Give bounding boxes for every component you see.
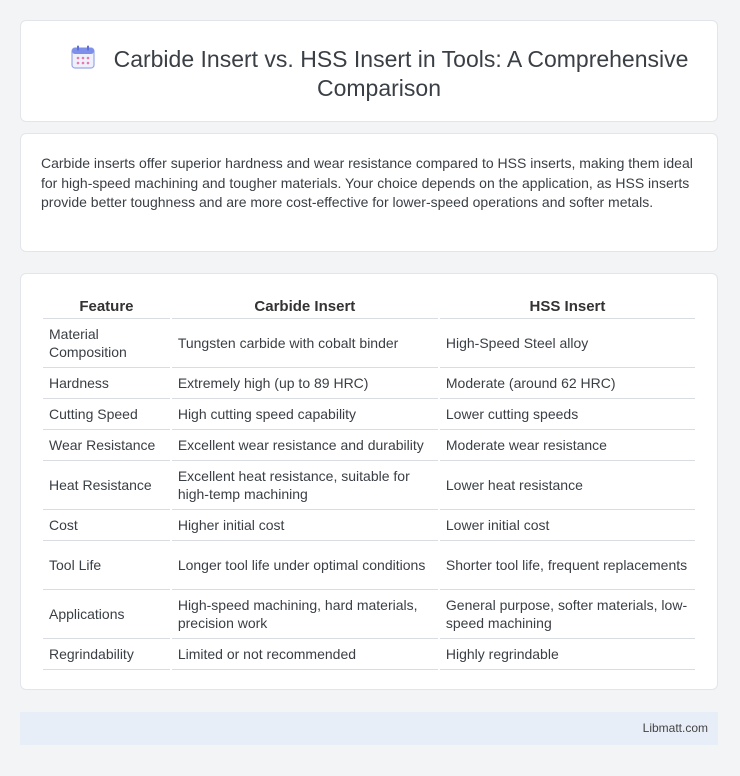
hss-cell: Lower initial cost: [440, 510, 695, 541]
carbide-cell: Tungsten carbide with cobalt binder: [172, 319, 438, 368]
feature-cell: Wear Resistance: [43, 430, 170, 461]
table-row: [43, 430, 695, 461]
carbide-cell: Excellent heat resistance, suitable for high-temp machining: [172, 461, 438, 510]
hss-cell: Moderate (around 62 HRC): [440, 368, 695, 399]
carbide-cell: Extremely high (up to 89 HRC): [172, 368, 438, 399]
table-header-row: [43, 294, 695, 319]
page-title-wrap: [61, 44, 697, 103]
table-row: [43, 319, 695, 368]
table-row: [43, 639, 695, 670]
feature-cell: Applications: [43, 590, 170, 639]
table-row: [43, 461, 695, 510]
carbide-cell: High-speed machining, hard materials, precision work: [172, 590, 438, 639]
table-row: [43, 541, 695, 590]
feature-cell: Tool Life: [43, 541, 170, 590]
carbide-cell: Excellent wear resistance and durability: [172, 430, 438, 461]
hss-cell: General purpose, softer materials, low-speed machining: [440, 590, 695, 639]
hss-cell: Lower cutting speeds: [440, 399, 695, 430]
hss-cell: Moderate wear resistance: [440, 430, 695, 461]
table-row: [43, 510, 695, 541]
carbide-cell: Limited or not recommended: [172, 639, 438, 670]
comparison-table-card: [20, 273, 718, 690]
footer-brand-link[interactable]: Libmatt.com: [642, 721, 708, 735]
page-title: Carbide Insert vs. HSS Insert in Tools: A Comprehensive Comparison: [113, 46, 689, 101]
feature-cell: Regrindability: [43, 639, 170, 670]
carbide-cell: Longer tool life under optimal conditions: [172, 541, 438, 590]
feature-cell: Hardness: [43, 368, 170, 399]
hss-cell: High-Speed Steel alloy: [440, 319, 695, 368]
table-row: [43, 590, 695, 639]
comparison-table: [41, 294, 697, 670]
hss-cell: Shorter tool life, frequent replacements: [440, 541, 695, 590]
hss-cell: Highly regrindable: [440, 639, 695, 670]
table-row: [43, 399, 695, 430]
calendar-icon: [70, 44, 96, 70]
title-card: [20, 20, 718, 122]
feature-cell: Cost: [43, 510, 170, 541]
summary-card: [20, 133, 718, 252]
feature-cell: Material Composition: [43, 319, 170, 368]
footer-bar: [20, 712, 718, 745]
table-row: [43, 368, 695, 399]
feature-cell: Cutting Speed: [43, 399, 170, 430]
column-header-feature: Feature: [43, 294, 170, 319]
carbide-cell: High cutting speed capability: [172, 399, 438, 430]
summary-text: Carbide inserts offer superior hardness and wear resistance compared to HSS inserts, making them ideal for high-speed machining and tougher materials. Your choice depends on the application, as HSS inserts provide better toughness and are more cost-effective for lower-speed operations and softer metals.: [41, 155, 693, 210]
column-header-hss: HSS Insert: [440, 294, 695, 319]
hss-cell: Lower heat resistance: [440, 461, 695, 510]
column-header-carbide: Carbide Insert: [172, 294, 438, 319]
feature-cell: Heat Resistance: [43, 461, 170, 510]
carbide-cell: Higher initial cost: [172, 510, 438, 541]
